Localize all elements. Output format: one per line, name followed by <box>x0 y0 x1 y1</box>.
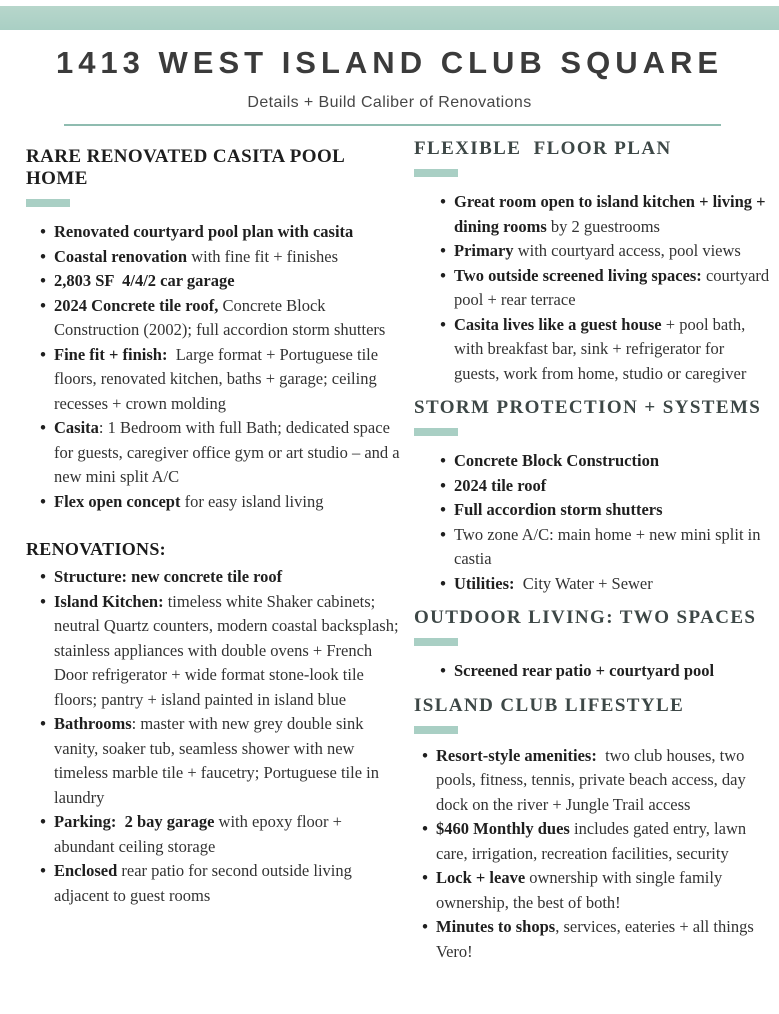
list-item-text: Structure: new concrete tile roof <box>54 567 283 586</box>
bullet-icon: • <box>40 812 46 831</box>
bullet-list <box>26 565 403 908</box>
bullet-icon: • <box>422 819 428 838</box>
bullet-list <box>26 220 404 514</box>
list-item-text: Parking: 2 bay garage with epoxy floor + abundant ceiling storage <box>54 812 347 856</box>
list-item-text: Utilities: City Water + Sewer <box>454 573 653 593</box>
list-item <box>32 245 400 270</box>
bullet-icon: • <box>440 500 446 519</box>
bullet-icon: • <box>422 868 428 887</box>
section-heading: STORM PROTECTION + SYSTEMS <box>414 397 762 418</box>
section-heading: ISLAND CLUB LIFESTYLE <box>414 694 685 716</box>
list-item <box>414 866 772 915</box>
bullet-icon: • <box>440 192 446 211</box>
heading-accent-bar <box>414 428 458 436</box>
heading-accent-bar <box>414 726 458 734</box>
list-item-text: Renovated courtyard pool plan with casita <box>54 222 354 241</box>
page-subtitle: Details + Build Caliber of Renovations <box>247 94 532 111</box>
list-item-text: Coastal renovation with fine fit + finishes <box>54 246 338 266</box>
bullet-icon: • <box>40 567 46 586</box>
list-item <box>432 264 772 313</box>
list-item <box>32 712 400 810</box>
list-item <box>414 744 772 818</box>
list-item-text: Great room open to island kitchen + living + dining rooms by 2 guestrooms <box>454 192 770 236</box>
bullet-list <box>414 744 772 965</box>
bullet-icon: • <box>440 661 446 680</box>
list-item-text: 2,803 SF 4/4/2 car garage <box>54 271 235 290</box>
list-item <box>432 474 772 499</box>
bullet-icon: • <box>440 314 446 334</box>
list-item-text: Lock + leave ownership with single family ownership, the best of both! <box>436 868 727 912</box>
list-item <box>432 523 772 572</box>
list-item <box>32 269 400 294</box>
bullet-icon: • <box>440 524 446 544</box>
bullet-icon: • <box>40 344 46 364</box>
section <box>26 146 404 514</box>
list-item <box>32 294 400 343</box>
list-item <box>32 590 403 713</box>
list-item-text: Minutes to shops, services, eateries + all things Vero! <box>436 917 758 961</box>
list-item-text: Resort-style amenities: two club houses, two pools, fitness, tennis, private beach access, day dock on the river + Jungle Trail access <box>436 745 750 814</box>
section-heading: FLEXIBLE FLOOR PLAN <box>414 138 672 159</box>
list-item-text: Island Kitchen: timeless white Shaker cabinets; neutral Quartz counters, modern coastal backsplash; stainless appliances with double ovens + French Door refrigerator + wide format stone-look tile floors; pantry + island painted in island blue <box>54 591 403 709</box>
list-item-text: Full accordion storm shutters <box>454 500 663 519</box>
bullet-icon: • <box>422 745 428 765</box>
list-item <box>432 190 772 239</box>
bullet-icon: • <box>40 295 46 315</box>
bullet-icon: • <box>40 418 46 437</box>
list-item <box>432 659 772 684</box>
list-item-text: Two outside screened living spaces: courtyard pool + rear terrace <box>454 265 774 309</box>
heading-accent-bar <box>414 638 458 646</box>
list-item-text: Flex open concept for easy island living <box>54 491 324 511</box>
list-item <box>432 313 772 387</box>
list-item-text: 2024 Concrete tile roof, Concrete Block Construction (2002); full accordion storm shutters <box>54 295 386 339</box>
list-item <box>32 565 400 590</box>
list-item <box>32 810 400 859</box>
list-item <box>414 915 772 964</box>
list-item <box>432 449 772 474</box>
section <box>414 138 772 386</box>
list-item-text: Fine fit + finish: Large format + Portuguese tile floors, renovated kitchen, baths + garage; ceiling recesses + crown molding <box>54 344 383 413</box>
list-item-text: $460 Monthly dues includes gated entry, lawn care, irrigation, recreation facilities, security <box>436 819 751 863</box>
header <box>0 45 779 126</box>
list-item-text: Concrete Block Construction <box>454 451 660 470</box>
top-accent-bar <box>0 6 779 30</box>
list-item <box>432 498 772 523</box>
list-item-text: Screened rear patio + courtyard pool <box>454 661 715 680</box>
section <box>26 539 403 908</box>
bullet-icon: • <box>40 246 46 266</box>
list-item-text: Primary with courtyard access, pool views <box>454 241 741 260</box>
bullet-list <box>414 190 772 386</box>
bullet-icon: • <box>440 573 446 593</box>
bullet-icon: • <box>40 271 46 290</box>
content <box>0 126 779 964</box>
bullet-icon: • <box>40 591 46 611</box>
heading-accent-bar <box>414 169 458 177</box>
bullet-icon: • <box>440 241 446 260</box>
bullet-icon: • <box>40 861 46 880</box>
list-item-text: Bathrooms: master with new grey double sink vanity, soaker tub, seamless shower with new timeless marble tile + faucetry; Portuguese tile in laundry <box>54 714 384 807</box>
bullet-icon: • <box>440 265 446 285</box>
left-column <box>26 146 404 908</box>
list-item-text: Two zone A/C: main home + new mini split in castia <box>454 524 765 568</box>
list-item-text: Casita lives like a guest house + pool bath, with breakfast bar, sink + refrigerator for guests, work from home, studio or caregiver <box>454 314 750 383</box>
list-item-text: Enclosed rear patio for second outside living adjacent to guest rooms <box>54 861 356 905</box>
section-heading: RARE RENOVATED CASITA POOL HOME <box>26 146 350 189</box>
list-item <box>32 220 400 245</box>
section-heading: RENOVATIONS: <box>26 539 166 559</box>
bullet-icon: • <box>440 451 446 470</box>
list-item <box>32 490 400 515</box>
page-title: 1413 WEST ISLAND CLUB SQUARE <box>55 45 724 80</box>
list-item <box>32 859 400 908</box>
bullet-icon: • <box>40 714 46 733</box>
list-item <box>414 817 772 866</box>
list-item <box>432 572 772 597</box>
list-item <box>32 416 404 490</box>
section <box>414 397 772 596</box>
section <box>414 695 772 965</box>
section-heading: OUTDOOR LIVING: TWO SPACES <box>414 607 757 628</box>
bullet-icon: • <box>40 222 46 241</box>
section <box>414 607 772 684</box>
list-item-text: Casita: 1 Bedroom with full Bath; dedicated space for guests, caregiver office gym or art studio – and a new mini split A/C <box>54 418 404 486</box>
bullet-list <box>414 659 772 684</box>
bullet-icon: • <box>422 917 428 936</box>
list-item <box>432 239 772 264</box>
bullet-icon: • <box>40 491 46 511</box>
bullet-list <box>414 449 772 596</box>
heading-accent-bar <box>26 199 70 207</box>
right-column <box>414 138 772 964</box>
list-item-text: 2024 tile roof <box>454 475 547 495</box>
list-item <box>32 343 400 417</box>
bullet-icon: • <box>440 475 446 495</box>
